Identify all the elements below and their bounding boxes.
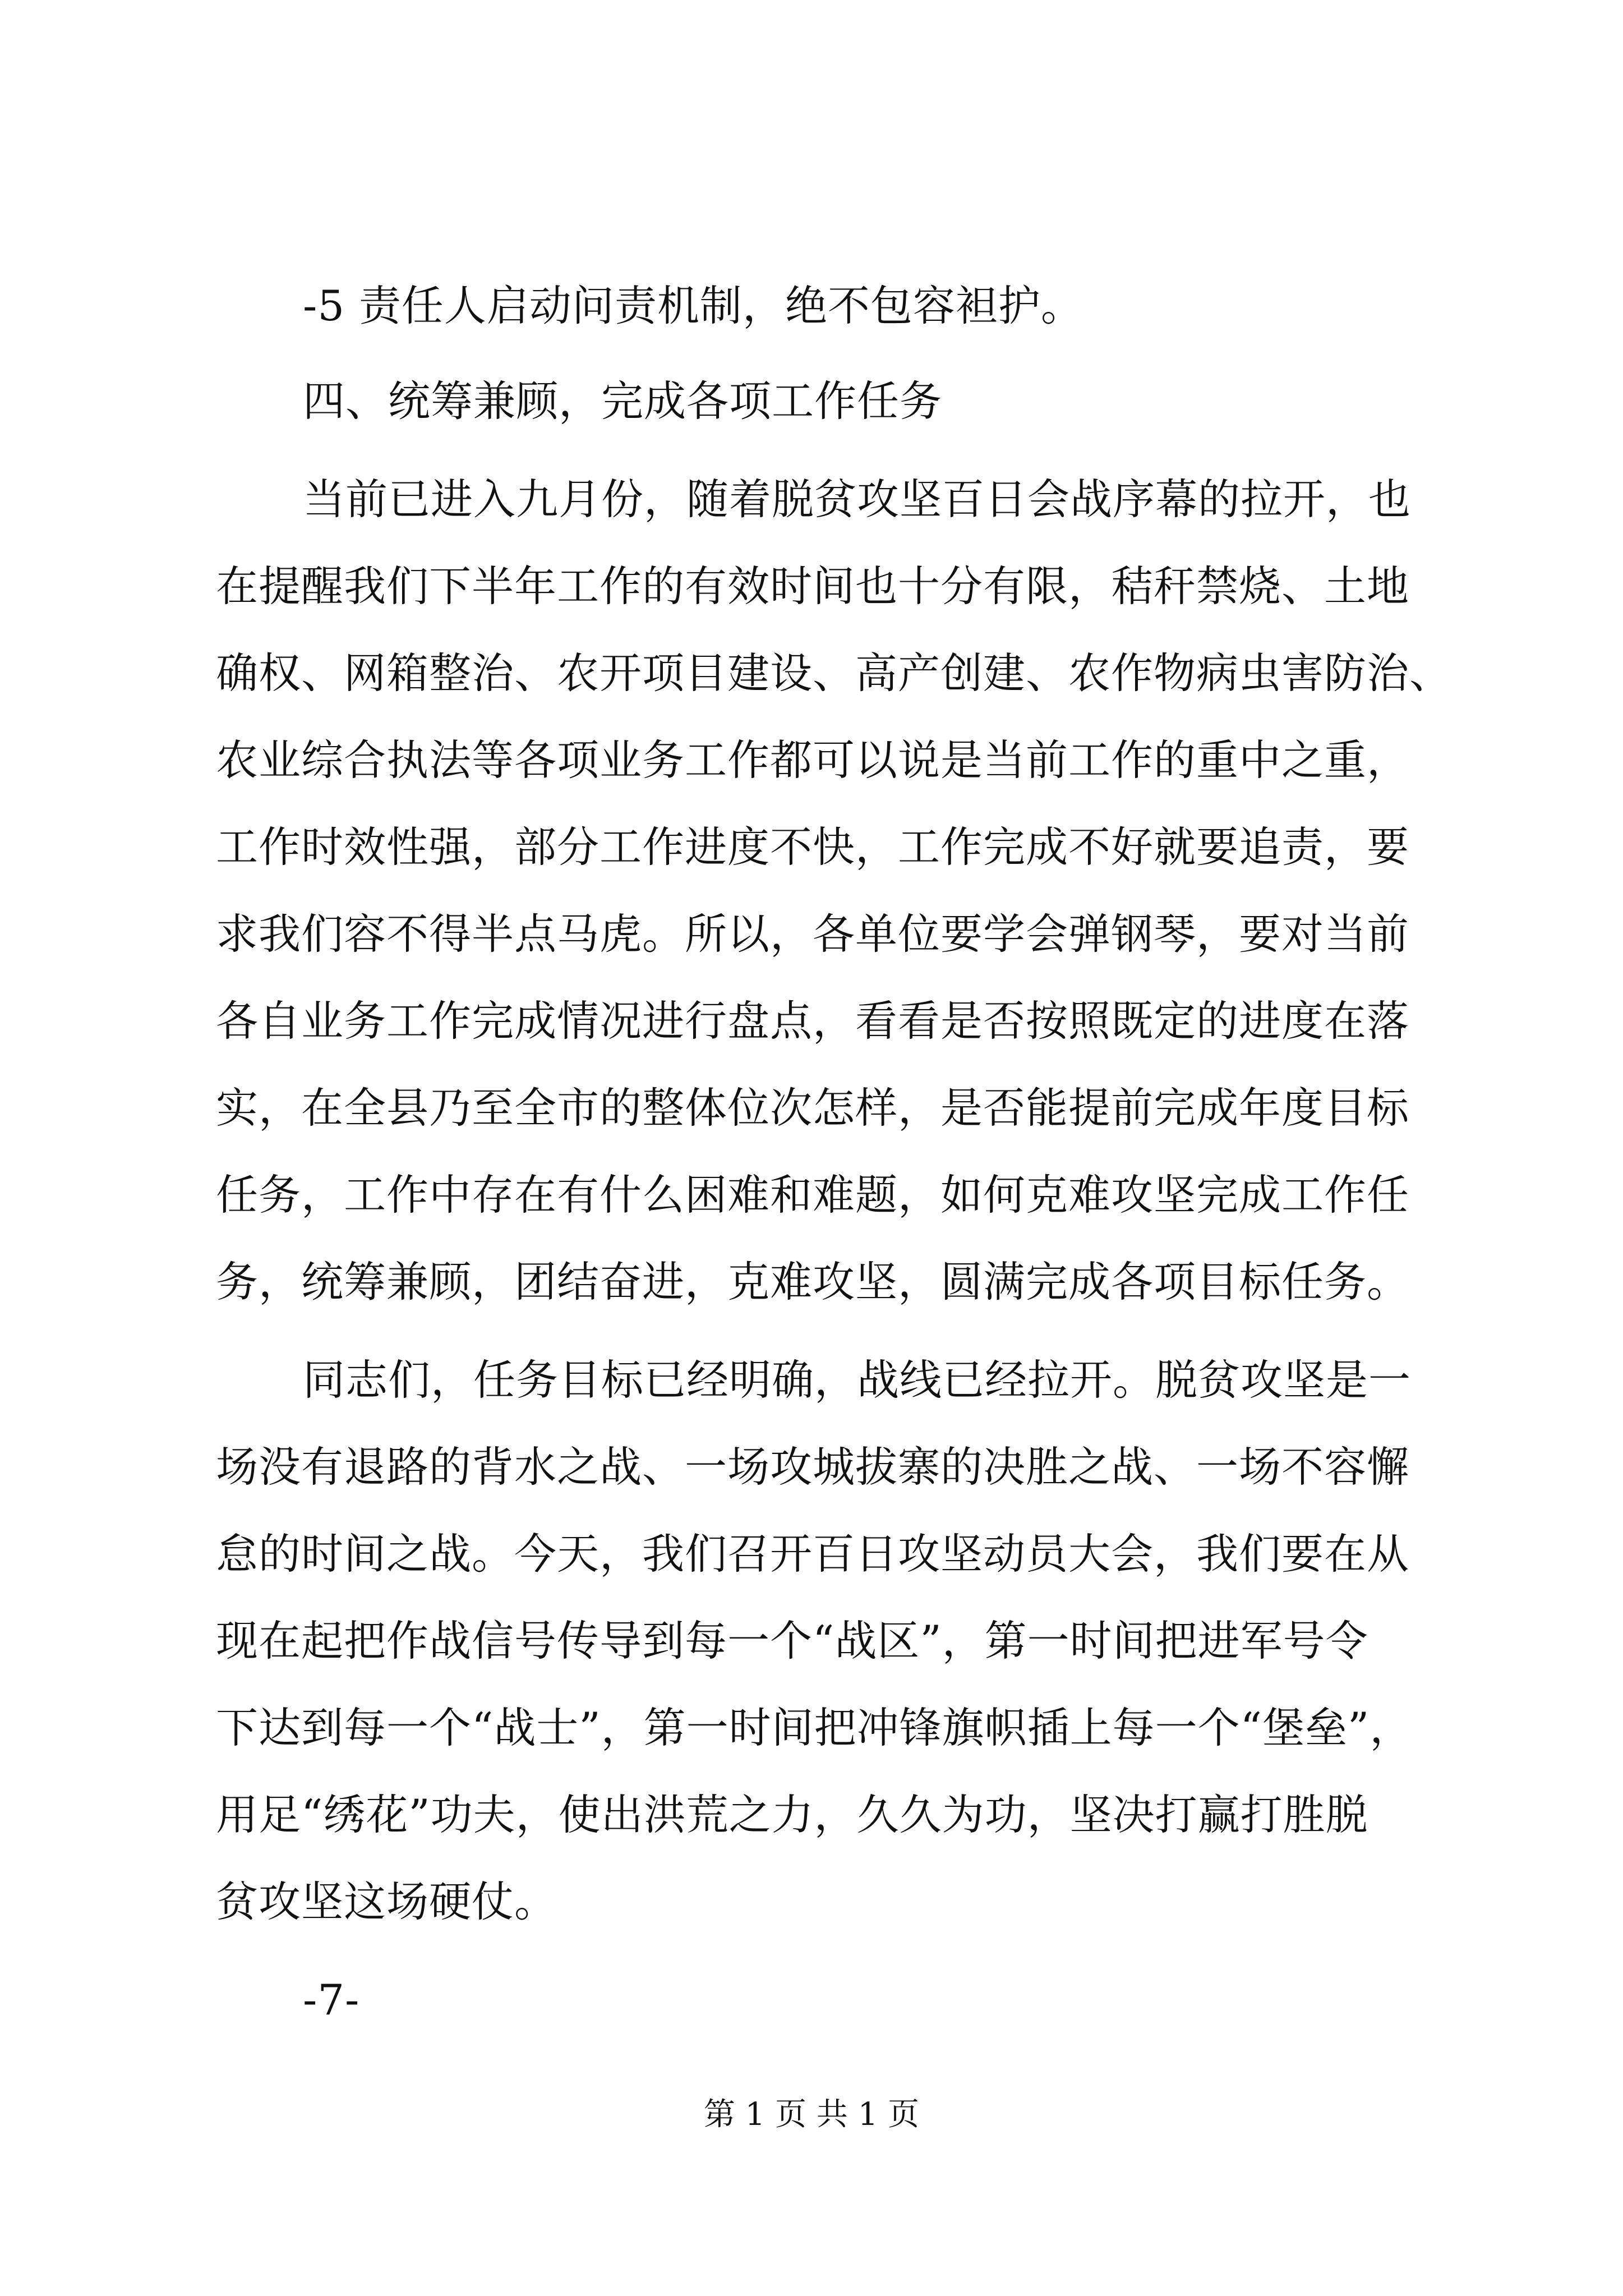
- text-line-5: 确权、网箱整治、农开项目建设、高产创建、农作物病虫害防治、: [216, 648, 1453, 698]
- page-number-marker: -7-: [303, 1975, 360, 2024]
- text-line-14: 场没有退路的背水之战、一场攻城拔寨的决胜之战、一场不容懈: [216, 1442, 1410, 1492]
- text-line-15: 怠的时间之战。今天，我们召开百日攻坚动员大会，我们要在从: [216, 1529, 1410, 1579]
- text-line-10: 实，在全县乃至全市的整体位次怎样，是否能提前完成年度目标: [216, 1083, 1410, 1133]
- section-heading: 四、统筹兼顾，完成各项工作任务: [303, 376, 943, 426]
- text-line-16: 现在起把作战信号传导到每一个“战区”，第一时间把进军号令: [216, 1616, 1368, 1665]
- text-line-17: 下达到每一个“战士”，第一时间把冲锋旗帜插上每一个“堡垒”，: [216, 1703, 1413, 1752]
- text-line-11: 任务，工作中存在有什么困难和难题，如何克难攻坚完成工作任: [216, 1170, 1410, 1220]
- text-line-8: 求我们容不得半点马虎。所以，各单位要学会弹钢琴，要对当前: [216, 909, 1410, 959]
- text-line-9: 各自业务工作完成情况进行盘点，看看是否按照既定的进度在落: [216, 996, 1410, 1046]
- text-line-1: -5 责任人启动问责机制，绝不包容袒护。: [303, 281, 1083, 330]
- text-line-3: 当前已进入九月份，随着脱贫攻坚百日会战序幕的拉开，也: [303, 475, 1412, 524]
- text-line-18: 用足“绣花”功夫，使出洪荒之力，久久为功，坚决打赢打胜脱: [216, 1790, 1368, 1839]
- text-line-7: 工作时效性强，部分工作进度不快，工作完成不好就要追责，要: [216, 822, 1410, 872]
- text-line-6: 农业综合执法等各项业务工作都可以说是当前工作的重中之重，: [216, 735, 1410, 785]
- page-footer: 第 1 页 共 1 页: [703, 2096, 920, 2133]
- text-line-13: 同志们，任务目标已经明确，战线已经拉开。脱贫攻坚是一: [303, 1355, 1412, 1405]
- text-line-12: 务，统筹兼顾，团结奋进，克难攻坚，圆满完成各项目标任务。: [216, 1257, 1410, 1306]
- text-line-19: 贫攻坚这场硬仗。: [216, 1877, 557, 1926]
- text-line-4: 在提醒我们下半年工作的有效时间也十分有限，秸秆禁烧、土地: [216, 562, 1410, 611]
